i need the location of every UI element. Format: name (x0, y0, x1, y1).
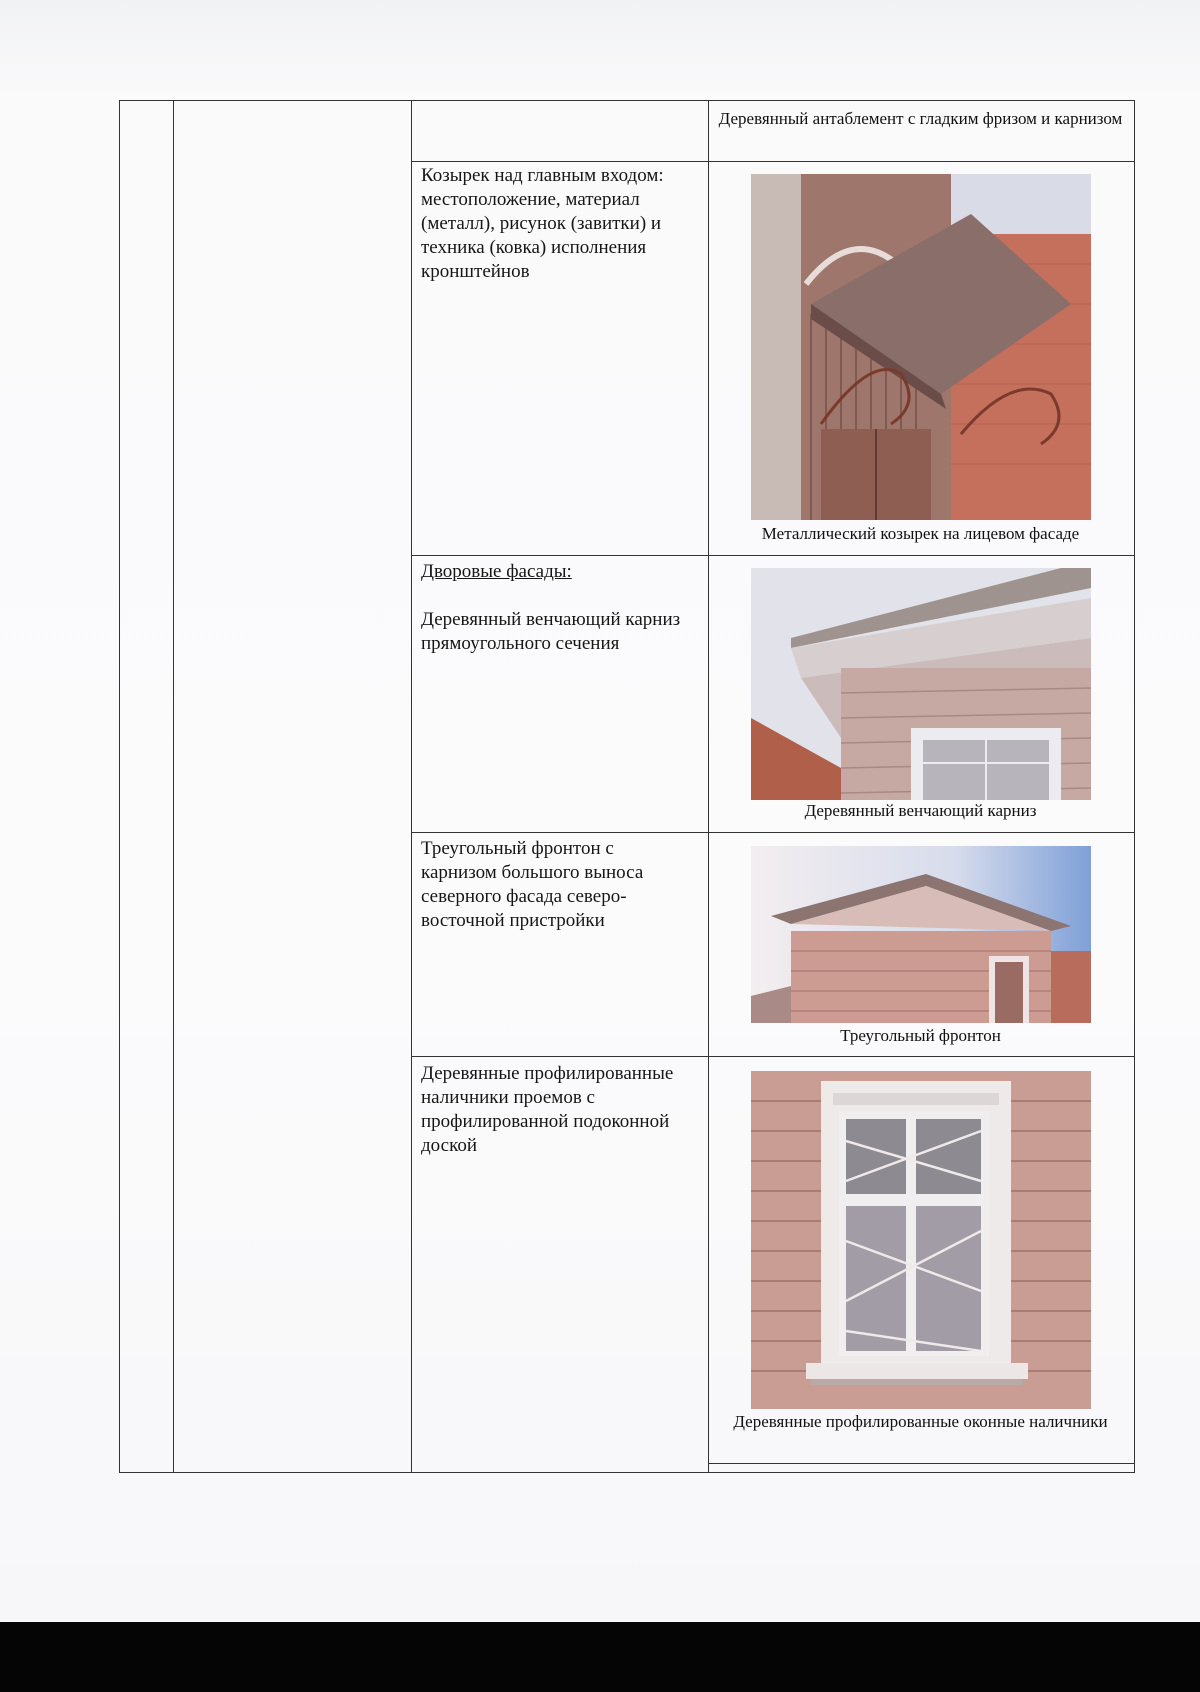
column-divider (173, 101, 174, 1472)
row-divider (411, 832, 1134, 833)
cornice-caption: Деревянный венчающий карниз (804, 801, 1037, 820)
row-divider (411, 161, 1134, 162)
entablature-caption: Деревянный антаблемент с гладким фризом и карнизом (718, 109, 1123, 128)
canopy-caption: Металлический козырек на лицевом фасаде (761, 524, 1080, 543)
row-divider (411, 1056, 1134, 1057)
window-trim-description: Деревянные профилированные наличники проемов с профилированной подоконной доской (421, 1063, 674, 1156)
window-trim-photo (751, 1071, 1091, 1409)
scan-bottom-edge (0, 1622, 1200, 1692)
column-divider (708, 101, 709, 1472)
metal-canopy-photo (751, 174, 1091, 520)
canopy-description: Козырек над главным входом: местоположение, материал (металл), рисунок (завитки) и техника (ковка) исполнения кронштейнов (421, 165, 664, 282)
window-trim-caption: Деревянные профилированные оконные наличники (733, 1412, 1108, 1431)
triangular-pediment-photo (751, 846, 1091, 1023)
courtyard-block (421, 560, 691, 656)
cornice-description: Деревянный венчающий карниз прямоугольного сечения (421, 609, 681, 654)
row-divider (411, 555, 1134, 556)
row-divider (708, 1463, 1134, 1464)
pediment-description: Треугольный фронтон с карнизом большого выноса северного фасада северо-восточной пристройки (421, 838, 644, 931)
pediment-caption: Треугольный фронтон (840, 1026, 1001, 1045)
column-divider (411, 101, 412, 1472)
crowning-cornice-photo (751, 568, 1091, 800)
courtyard-facades-heading: Дворовые фасады: (421, 561, 572, 582)
